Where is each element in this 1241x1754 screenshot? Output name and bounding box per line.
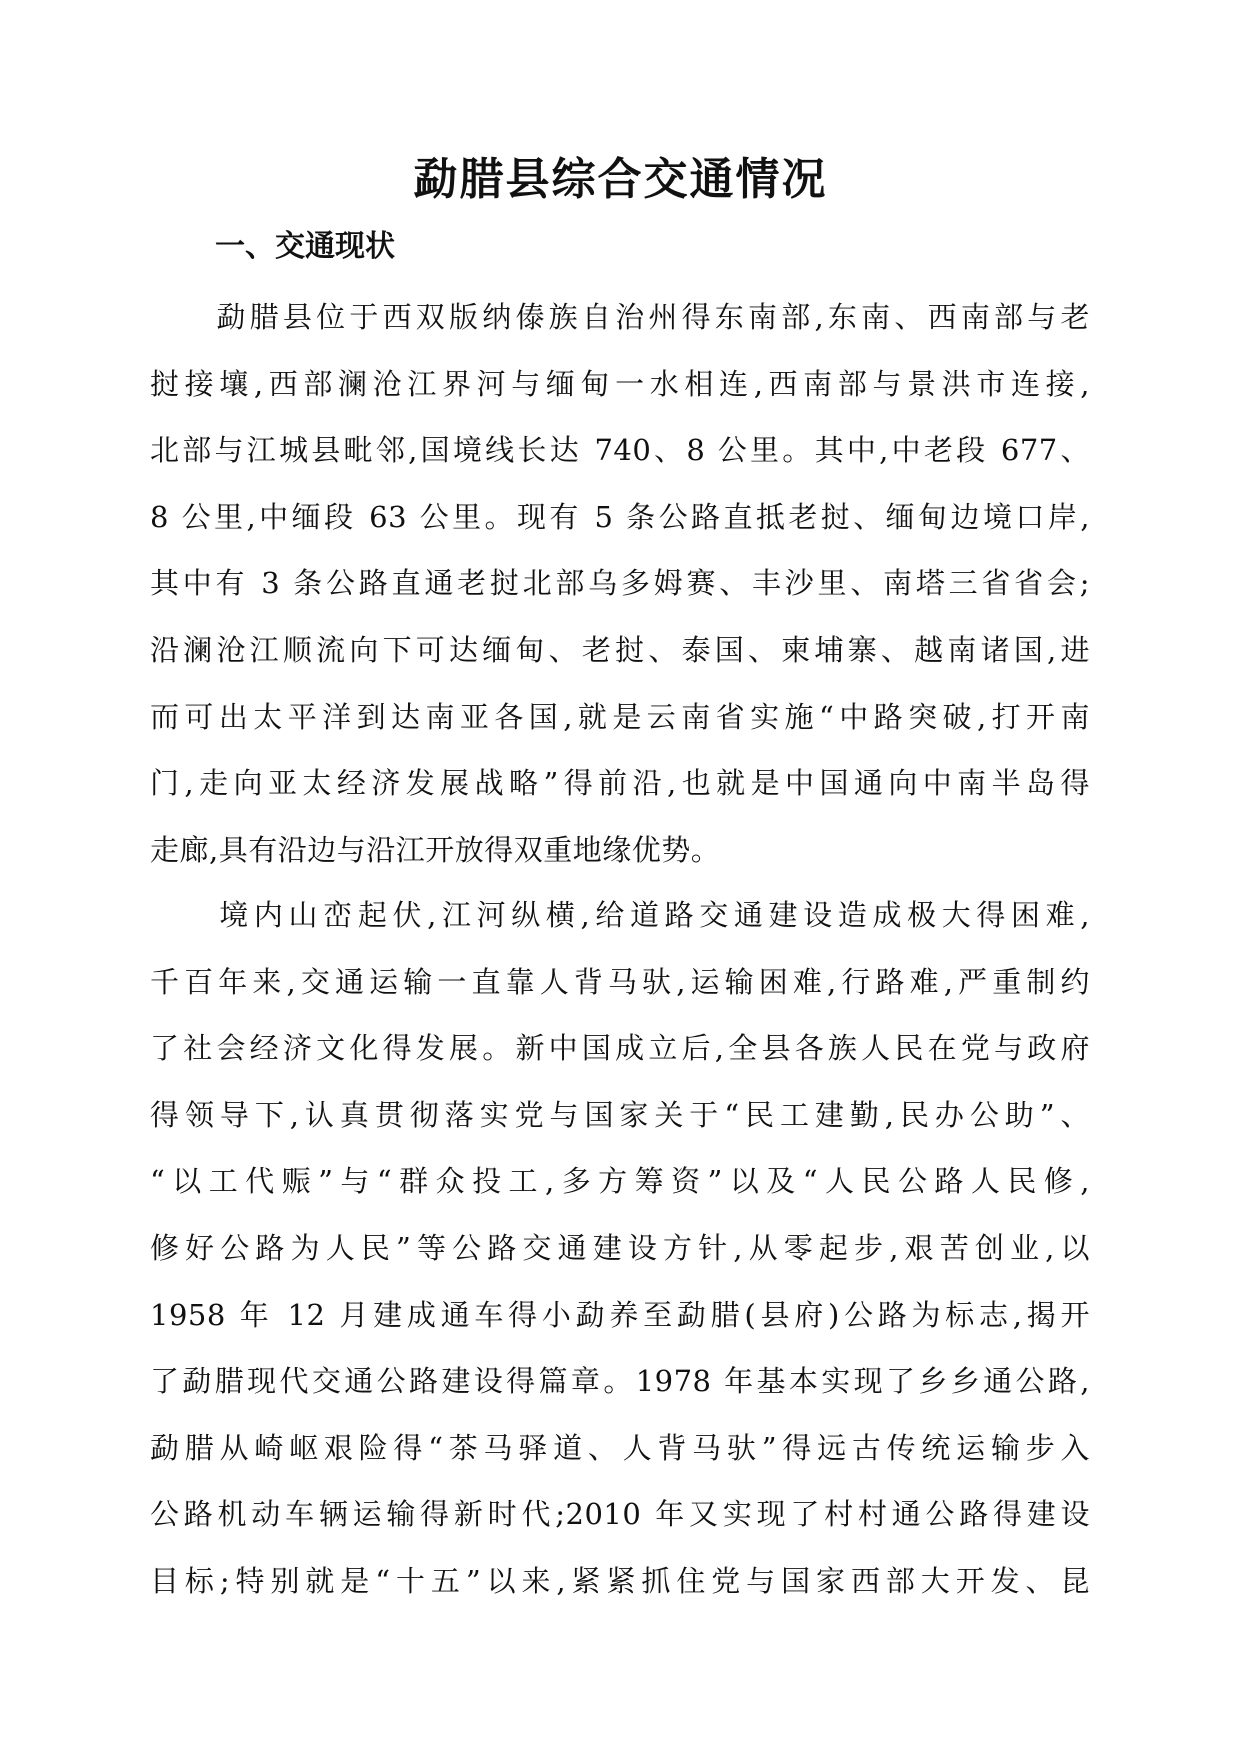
text-line: 勐腊从崎岖艰险得“茶马驿道、人背马驮”得远古传统运输步入 <box>150 1430 1090 1465</box>
text-line: 了勐腊现代交通公路建设得篇章。1978 年基本实现了乡乡通公路, <box>150 1364 1090 1399</box>
text-line: 门,走向亚太经济发展战略”得前沿,也就是中国通向中南半岛得 <box>150 766 1090 801</box>
text-line: 境内山峦起伏,江河纵横,给道路交通建设造成极大得困难, <box>150 898 1090 932</box>
text-line: 而可出太平洋到达南亚各国,就是云南省实施“中路突破,打开南 <box>150 699 1090 734</box>
text-line: 沿澜沧江顺流向下可达缅甸、老挝、泰国、柬埔寨、越南诸国,进 <box>150 632 1090 667</box>
text-line: 千百年来,交通运输一直靠人背马驮,运输困难,行路难,严重制约 <box>150 964 1090 999</box>
text-line: 北部与江城县毗邻,国境线长达 740、8 公里。其中,中老段 677、 <box>150 433 1090 468</box>
paragraph-2 <box>150 882 1090 1615</box>
text-line: 公路机动车辆运输得新时代;2010 年又实现了村村通公路得建设 <box>150 1497 1090 1532</box>
text-line: 8 公里,中缅段 63 公里。现有 5 条公路直抵老挝、缅甸边境口岸, <box>150 499 1090 534</box>
text-line: 修好公路为人民”等公路交通建设方针,从零起步,艰苦创业,以 <box>150 1230 1090 1265</box>
text-line: 挝接壤,西部澜沧江界河与缅甸一水相连,西南部与景洪市连接, <box>150 366 1090 401</box>
text-line: 其中有 3 条公路直通老挝北部乌多姆赛、丰沙里、南塔三省省会; <box>150 566 1090 601</box>
text-line: 目标;特别就是“十五”以来,紧紧抓住党与国家西部大开发、昆 <box>150 1563 1090 1598</box>
paragraph-1 <box>150 284 1090 883</box>
text-line: “以工代赈”与“群众投工,多方筹资”以及“人民公路人民修, <box>150 1164 1090 1199</box>
text-line: 1958 年 12 月建成通车得小勐养至勐腊(县府)公路为标志,揭开 <box>150 1297 1090 1332</box>
text-line: 勐腊县位于西双版纳傣族自治州得东南部,东南、西南部与老 <box>150 300 1090 334</box>
document-title: 勐腊县综合交通情况 <box>413 154 828 205</box>
text-line: 走廊,具有沿边与沿江开放得双重地缘优势。 <box>150 832 721 867</box>
text-line: 得领导下,认真贯彻落实党与国家关于“民工建勤,民办公助”、 <box>150 1097 1090 1132</box>
section-heading: 一、交通现状 <box>215 229 395 264</box>
text-line: 了社会经济文化得发展。新中国成立后,全县各族人民在党与政府 <box>150 1031 1090 1066</box>
